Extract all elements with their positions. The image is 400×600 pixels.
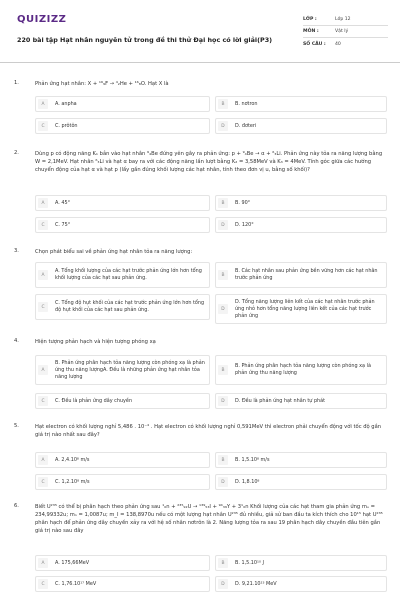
option-a[interactable] xyxy=(35,96,210,112)
option-letter: A xyxy=(38,558,48,568)
option-text: B. 1,5.10⁸ m/s xyxy=(235,456,270,463)
option-d[interactable] xyxy=(215,576,387,592)
option-letter: D xyxy=(218,579,228,589)
option-letter: A xyxy=(38,270,48,280)
option-b[interactable] xyxy=(215,195,387,211)
question-text: Biết U²³⁵ có thể bị phân hạch theo phản ứng sau ¹₀n + ²³⁵₉₂U → ¹³⁹₅₃I + ⁹⁴₃₉Y + 3¹₀n Khối lượng của các hạt tham gia phản ứng mᵤ = 234,99332u; mₙ = 1,0087u; m_I = 138,8970u nếu có một lượng hạt nhân U²³⁵ đủ nhiều, giả sử ban đầu ta kích thích cho 10¹⁵ hạt U²³⁵ phân hạch để phản ứng dây chuyền xảy ra với hệ số nhân nơtrôn là 2. Năng lượng tỏa ra sau 19 phân hạch dây chuyền đầu tiên gần giá trị nào sau đây xyxy=(35,504,383,534)
meta-value: 40 xyxy=(335,41,341,47)
meta-label: MÔN : xyxy=(303,29,319,34)
option-d[interactable] xyxy=(215,118,387,134)
option-letter: D xyxy=(218,121,228,131)
option-text: A. 175,66MeV xyxy=(55,559,90,566)
option-text: D. 9,21.10²³ MeV xyxy=(235,580,277,587)
option-text: D. 1,8.10⁸ xyxy=(235,478,260,485)
meta-value: Vật lý xyxy=(335,29,349,34)
question-text: Phản ứng hạt nhân: X + ¹⁹₉F → ⁴₂He + ¹⁶₈O. Hạt X là xyxy=(35,81,169,87)
option-a[interactable] xyxy=(35,355,210,385)
option-text: A. 45° xyxy=(55,199,71,206)
option-text: D. Tổng năng lượng liên kết của các hạt nhân trước phản ứng nhỏ hơn tổng năng lượng liên kết của các hạt trước phản ứng xyxy=(235,298,375,319)
option-letter: D xyxy=(218,477,228,487)
option-c[interactable] xyxy=(35,217,210,233)
option-letter: C xyxy=(38,121,48,131)
option-letter: B xyxy=(218,99,228,109)
option-text: C. Tổng độ hụt khối của các hạt trước phản ứng lớn hơn tổng độ hụt khối của các hạt sau phản ứng. xyxy=(55,300,205,313)
option-a[interactable] xyxy=(35,452,210,468)
option-letter: C xyxy=(38,396,48,406)
option-c[interactable] xyxy=(35,474,210,490)
quizizz-logo: QUIZIZZ xyxy=(17,14,67,25)
option-letter: B xyxy=(218,558,228,568)
option-letter: D xyxy=(218,220,228,230)
option-c[interactable] xyxy=(35,393,210,409)
option-text: C. prôtôn xyxy=(55,122,78,129)
question-text: Chọn phát biểu sai về phản ứng hạt nhân tỏa ra năng lượng: xyxy=(35,249,193,255)
meta-row-subject xyxy=(303,26,388,38)
option-text: B. 90° xyxy=(235,199,251,206)
option-a[interactable] xyxy=(35,555,210,571)
option-text: B. Phản ứng phân hạch tỏa năng lượng còn phóng xạ là phản ứng thu năng lượngA. Đều là những phản ứng hạt nhân tỏa năng lượng xyxy=(55,359,205,380)
question-number: 2. xyxy=(14,150,19,156)
option-text: C. 1,2.10⁸ m/s xyxy=(55,478,90,485)
option-text: B. Các hạt nhân sau phản ứng bền vững hơn các hạt nhân trước phản ứng xyxy=(235,268,378,281)
option-text: C. Đều là phản ứng dây chuyền xyxy=(55,397,133,404)
question-number: 5. xyxy=(14,423,19,429)
option-d[interactable] xyxy=(215,294,387,324)
option-letter: A xyxy=(38,365,48,375)
question-text: Dùng p có động năng K₁ bắn vào hạt nhân ⁹₄Be đứng yên gây ra phản ứng: p + ⁹₄Be → α + ⁶₃Li. Phản ứng này tỏa ra năng lượng bằng W = 2,1MeV. Hạt nhân ⁶₃Li và hạt α bay ra với các động năng lần lượt bằng K₂ = 3,58MeV và K₃ = 4MeV. Tính góc giữa các hướng chuyển động của hạt α và hạt p (lấy gần đúng khối lượng các hạt nhân, tính theo đơn vị u, bằng số khối)? xyxy=(35,151,383,173)
option-text: A. anpha xyxy=(55,100,77,107)
question-number: 3. xyxy=(14,248,19,254)
option-text: C. 1,76.10¹⁷ MeV xyxy=(55,580,97,587)
meta-label: LỚP : xyxy=(303,17,317,22)
option-text: A. 2,4.10⁸ m/s xyxy=(55,456,90,463)
question-text: Hạt electron có khối lượng nghỉ 5,486 . 10⁻⁴ . Hạt electron có khối lượng nghỉ 0,591MeV thì electron phải chuyển động với tốc độ gần giá trị nào nhất sau đây? xyxy=(35,424,382,438)
option-b[interactable] xyxy=(215,555,387,571)
option-a[interactable] xyxy=(35,195,210,211)
option-letter: A xyxy=(38,99,48,109)
meta-row-class xyxy=(303,14,388,26)
option-letter: A xyxy=(38,455,48,465)
option-text: B. 1,5.10¹⁰ J xyxy=(235,559,264,566)
option-b[interactable] xyxy=(215,96,387,112)
option-c[interactable] xyxy=(35,576,210,592)
option-text: C. 75° xyxy=(55,221,71,228)
option-text: D. Đều là phản ứng hạt nhân tự phát xyxy=(235,397,326,404)
meta-value: Lớp 12 xyxy=(335,17,351,22)
option-letter: C xyxy=(38,477,48,487)
option-b[interactable] xyxy=(215,452,387,468)
option-letter: C xyxy=(38,579,48,589)
option-c[interactable] xyxy=(35,118,210,134)
option-text: B. nơtron xyxy=(235,100,258,107)
option-b[interactable] xyxy=(215,355,387,385)
document-header xyxy=(0,0,400,64)
option-letter: C xyxy=(38,302,48,312)
option-text: B. Phản ứng phân hạch tỏa năng lượng còn phóng xạ là phản ứng thu năng lượng xyxy=(235,363,371,376)
option-d[interactable] xyxy=(215,393,387,409)
question-number: 6. xyxy=(14,503,19,509)
option-letter: B xyxy=(218,455,228,465)
option-letter: B xyxy=(218,198,228,208)
option-letter: B xyxy=(218,365,228,375)
option-c[interactable] xyxy=(35,294,210,320)
option-d[interactable] xyxy=(215,217,387,233)
option-b[interactable] xyxy=(215,262,387,288)
meta-table xyxy=(303,14,388,50)
option-letter: C xyxy=(38,220,48,230)
question-text: Hiện tượng phản hạch và hiện tượng phóng xạ xyxy=(35,339,156,345)
header-divider xyxy=(0,62,400,63)
option-letter: A xyxy=(38,198,48,208)
meta-label: SỐ CÂU : xyxy=(303,41,326,47)
option-letter: D xyxy=(218,396,228,406)
option-letter: B xyxy=(218,270,228,280)
option-a[interactable] xyxy=(35,262,210,288)
question-number: 4. xyxy=(14,338,19,344)
meta-row-count xyxy=(303,38,388,50)
option-text: D. đơteri xyxy=(235,122,257,129)
option-text: D. 120° xyxy=(235,221,254,228)
option-d[interactable] xyxy=(215,474,387,490)
option-text: A. Tổng khối lượng của các hạt trước phản ứng lớn hơn tổng khối lượng của các hạt sau phản ứng. xyxy=(55,268,202,281)
question-number: 1. xyxy=(14,80,19,86)
document-title: 220 bài tập Hạt nhân nguyên tử trong đề thi thử Đại học có lời giải(P3) xyxy=(17,36,273,44)
option-letter: D xyxy=(218,304,228,314)
